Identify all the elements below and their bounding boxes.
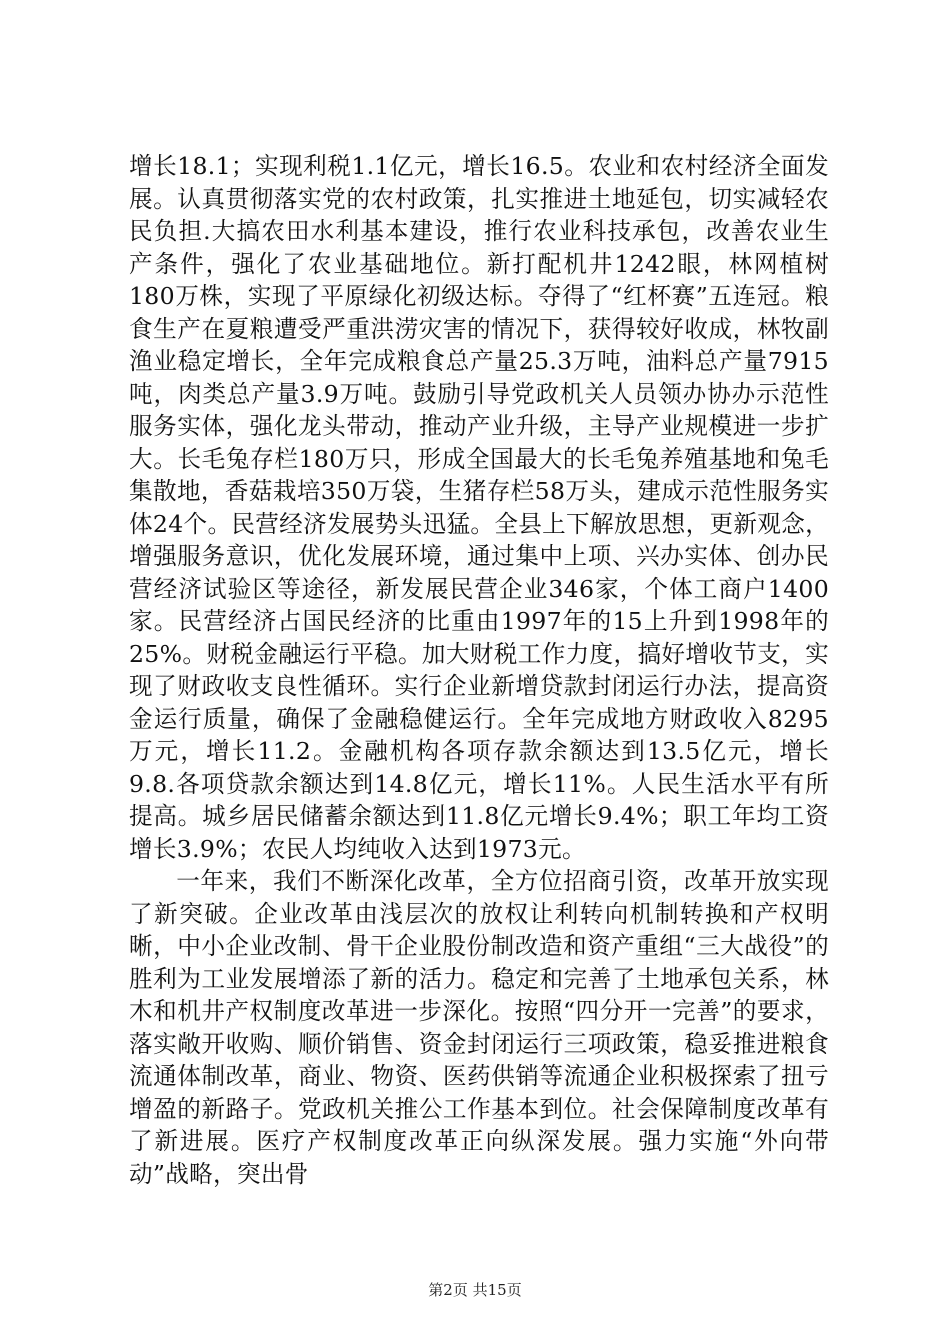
document-body bbox=[129, 150, 829, 1190]
page-number: 第2页 共15页 bbox=[428, 1281, 522, 1299]
paragraph-reform-opening: 一年来，我们不断深化改革，全方位招商引资，改革开放实现了新突破。企业改革由浅层次的放权让利转向机制转换和产权明晰，中小企业改制、骨干企业股份制改造和资产重组“三大战役”的胜利为工业发展增添了新的活力。稳定和完善了土地承包关系，林木和机井产权制度改革进一步深化。按照“四分开一完善”的要求，落实敞开收购、顺价销售、资金封闭运行三项政策，稳妥推进粮食流通体制改革，商业、物资、医药供销等流通企业积极探索了扭亏增盈的新路子。党政机关推公工作基本到位。社会保障制度改革有了新进展。医疗产权制度改革正向纵深发展。强力实施“外向带动”战略，突出骨 bbox=[129, 867, 829, 1188]
paragraph-economic-development: 增长18.1；实现利税1.1亿元，增长16.5。农业和农村经济全面发展。认真贯彻落实党的农村政策，扎实推进土地延包，切实减轻农民负担.大搞农田水利基本建设，推行农业科技承包，改善农业生产条件，强化了农业基础地位。新打配机井1242眼，林网植树180万株，实现了平原绿化初级达标。夺得了“红杯赛”五连冠。粮食生产在夏粮遭受严重洪涝灾害的情况下，获得较好收成，林牧副渔业稳定增长，全年完成粮食总产量25.3万吨，油料总产量7915吨，肉类总产量3.9万吨。鼓励引导党政机关人员领办协办示范性服务实体，强化龙头带动，推动产业升级，主导产业规模进一步扩大。长毛兔存栏180万只，形成全国最大的长毛兔养殖基地和兔毛集散地，香菇栽培350万袋，生猪存栏58万头，建成示范性服务实体24个。民营经济发展势头迅猛。全县上下解放思想，更新观念，增强服务意识，优化发展环境，通过集中上项、兴办实体、创办民营经济试验区等途径，新发展民营企业346家，个体工商户1400家。民营经济占国民经济的比重由1997年的15上升到1998年的25%。财税金融运行平稳。加大财税工作力度，搞好增收节支，实现了财政收支良性循环。实行企业新增贷款封闭运行办法，提高资金运行质量，确保了金融稳健运行。全年完成地方财政收入8295万元，增长11.2。金融机构各项存款余额达到13.5亿元，增长9.8.各项贷款余额达到14.8亿元，增长11%。人民生活水平有所提高。城乡居民储蓄余额达到11.8亿元增长9.4%；职工年均工资增长3.9%；农民人均纯收入达到1973元。 bbox=[129, 152, 829, 863]
